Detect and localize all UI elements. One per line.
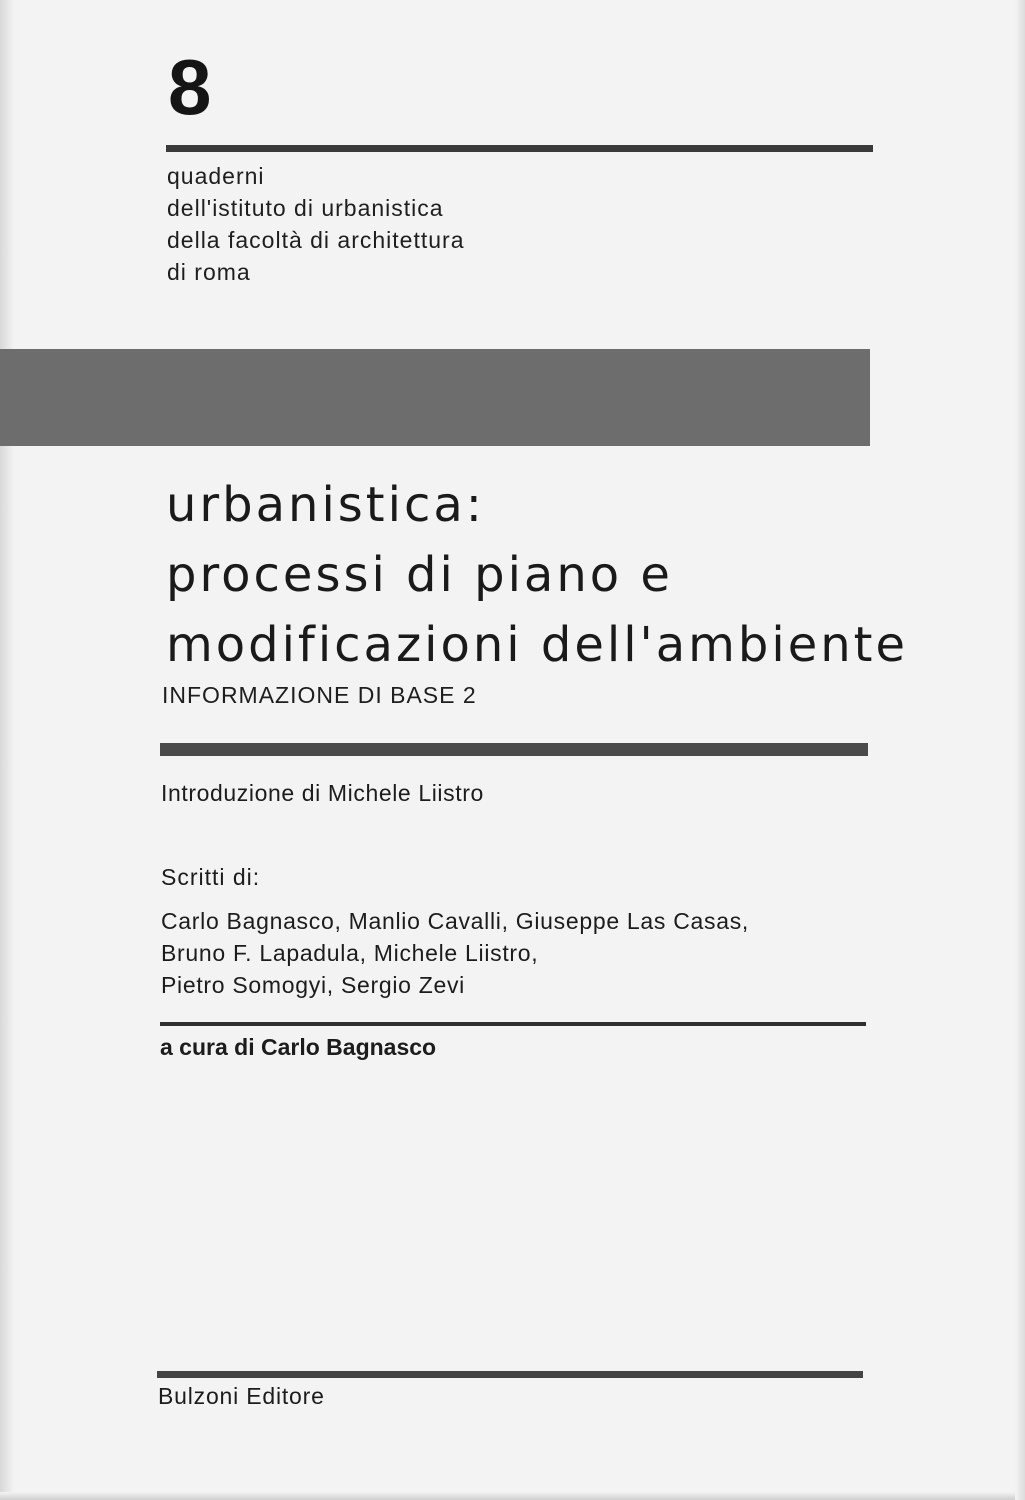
authors-line: Carlo Bagnasco, Manlio Cavalli, Giuseppe Las Casas, [161,908,749,934]
series-line: dell'istituto di urbanistica [167,195,444,221]
editor-credit: a cura di Carlo Bagnasco [160,1034,437,1060]
authors-line: Bruno F. Lapadula, Michele Liistro, [161,940,539,966]
thin-rule [160,1022,866,1026]
top-rule [166,145,873,152]
series-line: della facoltà di architettura [167,227,465,253]
title-line: urbanistica: [166,477,485,533]
writings-label: Scritti di: [161,864,261,890]
authors-list [161,905,749,1001]
book-subtitle: INFORMAZIONE DI BASE 2 [162,682,477,708]
introduction-credit: Introduzione di Michele Liistro [161,780,484,806]
grey-band [0,349,870,446]
title-line: processi di piano e [166,547,673,603]
authors-line: Pietro Somogyi, Sergio Zevi [161,972,465,998]
series-number: 8 [168,43,212,131]
series-line: di roma [167,259,251,285]
publisher-name: Bulzoni Editore [158,1383,325,1409]
series-name [167,160,465,288]
title-line: modificazioni dell'ambiente [166,617,909,673]
series-line: quaderni [167,163,265,189]
bottom-rule [157,1371,863,1378]
middle-rule [160,743,868,756]
page-edge [0,1492,1025,1500]
book-title [166,470,908,680]
